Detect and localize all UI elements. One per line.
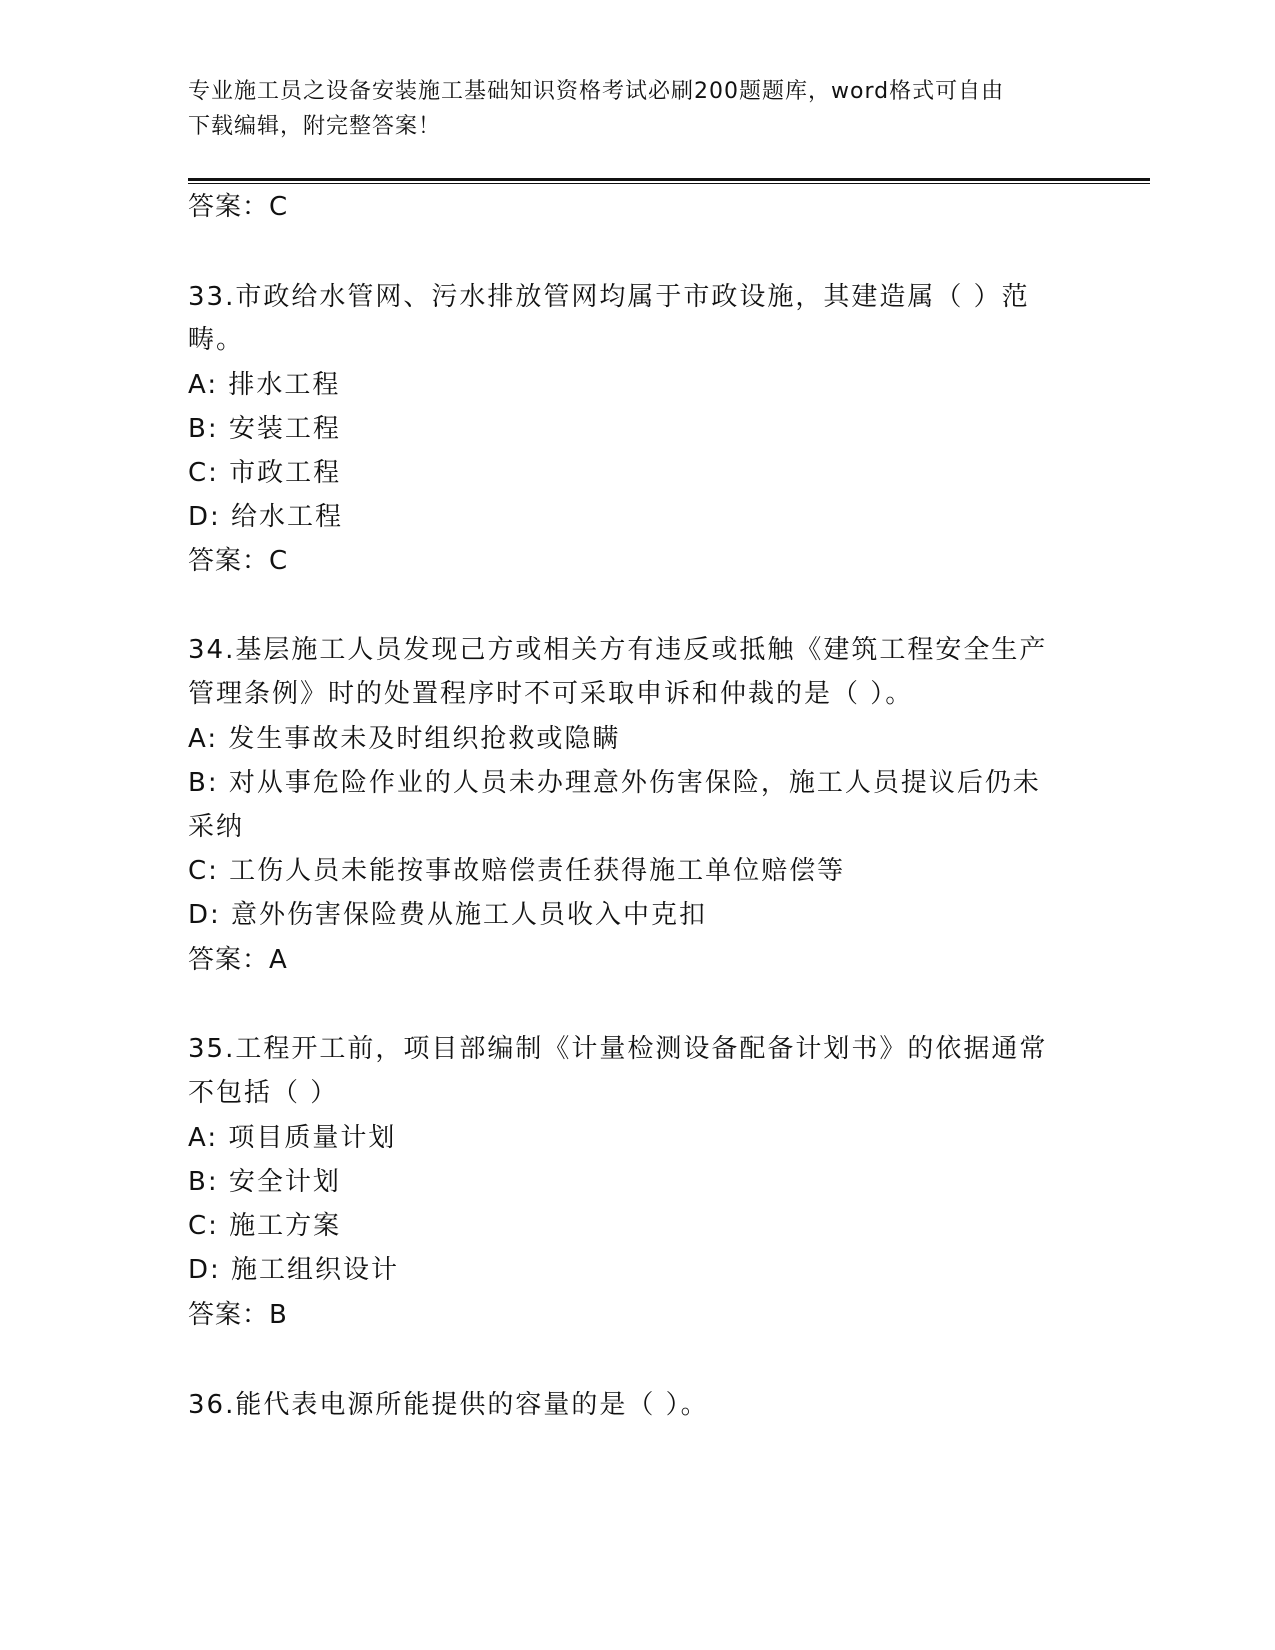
question-34-stem-line-2: 管理条例》时的处置程序时不可采取申诉和仲裁的是（ ）。 bbox=[188, 679, 914, 709]
question-36-stem-line-1: 36.能代表电源所能提供的容量的是（ ）。 bbox=[188, 1390, 709, 1420]
question-34-option-d: D: 意外伤害保险费从施工人员收入中克扣 bbox=[188, 900, 708, 930]
header-rule-thick bbox=[188, 178, 1150, 181]
header-rule-thin bbox=[188, 183, 1150, 184]
header-line-2: 下载编辑，附完整答案！ bbox=[188, 114, 442, 139]
question-34-option-a: A: 发生事故未及时组织抢救或隐瞒 bbox=[188, 724, 621, 754]
question-33-option-b: B: 安装工程 bbox=[188, 414, 341, 444]
question-33-stem-line-2: 畴。 bbox=[188, 325, 245, 355]
question-35-option-a: A: 项目质量计划 bbox=[188, 1123, 397, 1153]
question-33-option-d: D: 给水工程 bbox=[188, 502, 344, 532]
question-34-answer: 答案：A bbox=[188, 945, 288, 975]
question-34-option-b-line-2: 采纳 bbox=[188, 812, 245, 842]
question-35-option-b: B: 安全计划 bbox=[188, 1167, 341, 1197]
header-line-1: 专业施工员之设备安装施工基础知识资格考试必刷200题题库，word格式可自由 bbox=[188, 79, 1005, 104]
question-33-answer: 答案：C bbox=[188, 546, 289, 576]
question-34-option-c: C: 工伤人员未能按事故赔偿责任获得施工单位赔偿等 bbox=[188, 856, 846, 886]
question-34-stem-line-1: 34.基层施工人员发现己方或相关方有违反或抵触《建筑工程安全生产 bbox=[188, 635, 1048, 665]
document-header bbox=[188, 74, 1088, 144]
question-35-option-d: D: 施工组织设计 bbox=[188, 1255, 400, 1285]
question-35-stem-line-1: 35.工程开工前，项目部编制《计量检测设备配备计划书》的依据通常 bbox=[188, 1034, 1048, 1064]
question-34-option-b-line-1: B: 对从事危险作业的人员未办理意外伤害保险，施工人员提议后仍未 bbox=[188, 768, 1041, 798]
question-33-option-a: A: 排水工程 bbox=[188, 370, 341, 400]
question-33-option-c: C: 市政工程 bbox=[188, 458, 342, 488]
question-35-option-c: C: 施工方案 bbox=[188, 1211, 342, 1241]
question-35-stem-line-2: 不包括（ ） bbox=[188, 1078, 339, 1108]
question-35-answer: 答案：B bbox=[188, 1300, 288, 1330]
question-33-stem-line-1: 33.市政给水管网、污水排放管网均属于市政设施，其建造属（ ）范 bbox=[188, 282, 1030, 312]
previous-answer: 答案：C bbox=[188, 192, 289, 222]
